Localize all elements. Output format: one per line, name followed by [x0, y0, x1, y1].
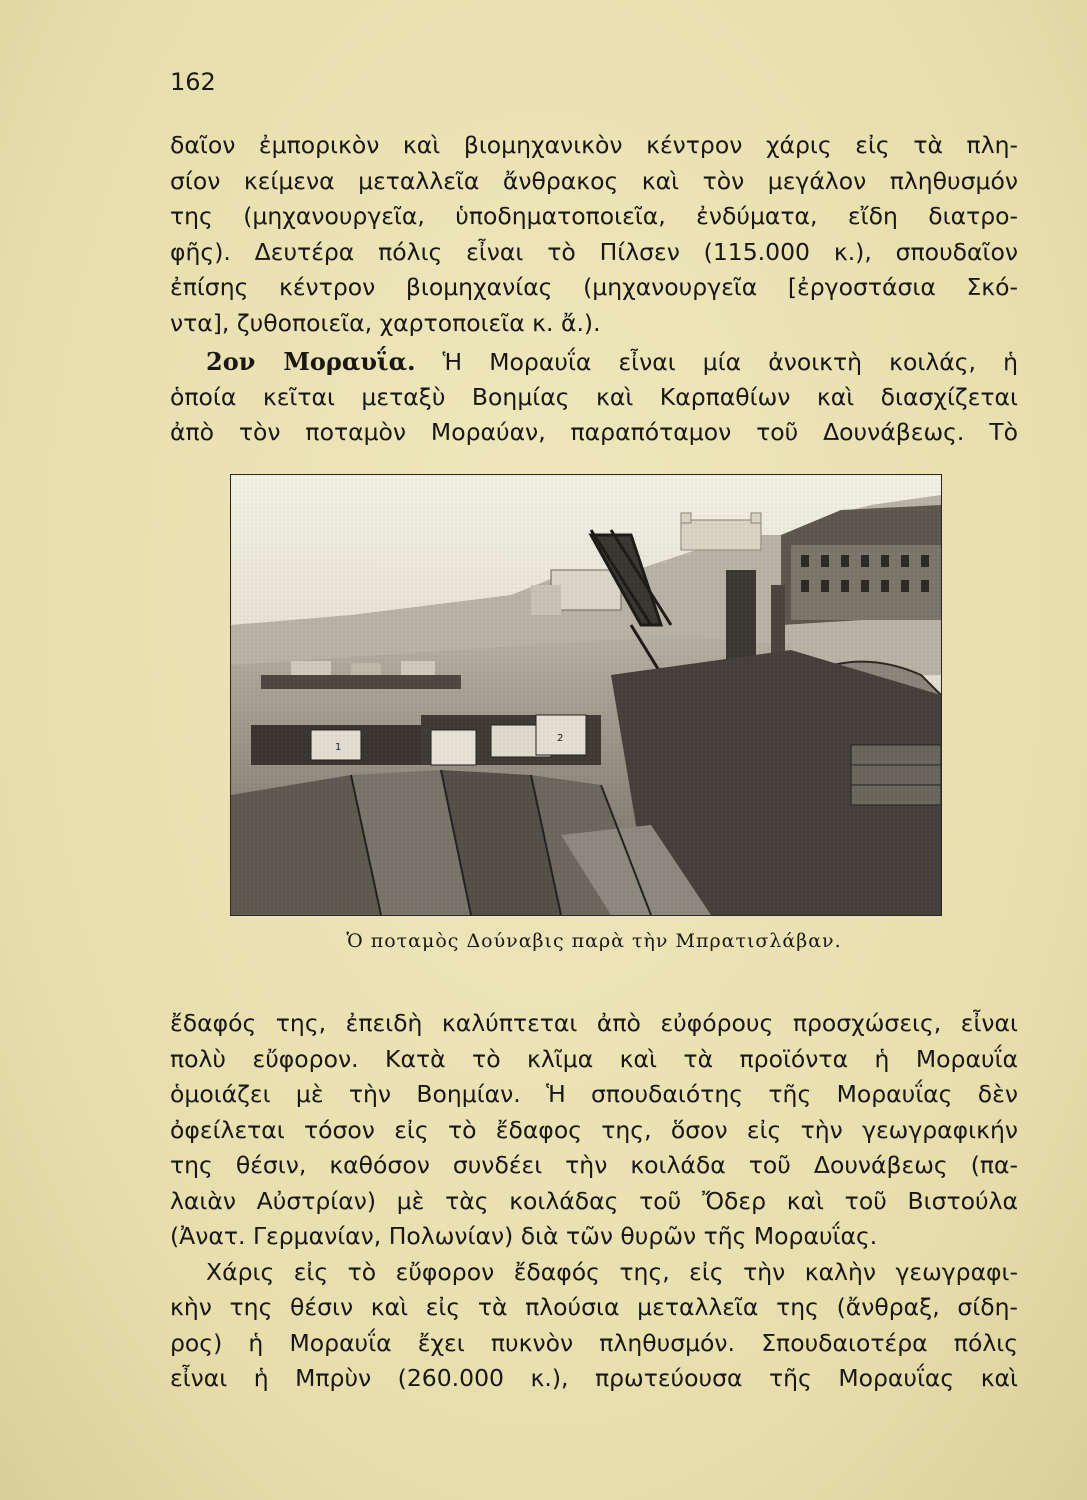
text-line: ὀφείλεται τόσον εἰς τὸ ἔδαφος της, ὅσον εἰς τὴν γεωγραφικήν: [170, 1115, 1018, 1144]
harbor-illustration: [231, 475, 941, 915]
text-line: Χάρις εἰς τὸ εὔφορον ἔδαφός της, εἰς τὴν καλὴν γεωγραφι-: [206, 1257, 1018, 1286]
text-line: ὁποία κεῖται μεταξὺ Βοημίας καὶ Καρπαθίων καὶ διασχίζεται: [170, 382, 1018, 411]
photo-caption: Ὁ ποταμὸς Δούναβις παρὰ τὴν Μπρατισλάβαν.: [346, 930, 842, 952]
text-line: της (μηχανουργεῖα, ὑποδηματοποιεῖα, ἐνδύματα, εἴδη διατρο-: [170, 202, 1018, 230]
text-line: δαῖον ἐμπορικὸν καὶ βιομηχανικὸν κέντρον χάρις εἰς τὰ πλη-: [170, 131, 1018, 159]
paragraph-soil: [170, 1006, 1018, 1397]
text-line: (Ἀνατ. Γερμανίαν, Πολωνίαν) διὰ τῶν θυρῶν τῆς Μοραυΐας.: [170, 1222, 878, 1250]
text-line: ρος) ἡ Μοραυΐα ἔχει πυκνὸν πληθυσμόν. Σπουδαιοτέρα πόλις: [170, 1328, 1018, 1357]
page-number: 162: [170, 68, 216, 96]
text-line: ντα], ζυθοποιεῖα, χαρτοποιεῖα κ. ἄ.).: [170, 308, 601, 337]
paragraph-pilsen: [170, 128, 1018, 341]
text-line: ἐπίσης κέντρον βιομηχανίας (μηχανουργεῖα [ἐργοστάσια Σκό-: [170, 273, 1018, 301]
text-line: ἔδαφός της, ἐπειδὴ καλύπτεται ἀπὸ εὐφόρους προσχώσεις, εἶναι: [170, 1009, 1018, 1037]
text-line: φῆς). Δευτέρα πόλις εἶναι τὸ Πίλσεν (115.000 κ.), σπουδαῖον: [170, 237, 1018, 266]
text-line: ὁμοιάζει μὲ τὴν Βοημίαν. Ἡ σπουδαιότης τῆς Μοραυΐας δὲν: [170, 1080, 1018, 1108]
photo-grain: [231, 475, 941, 915]
section-heading-line: [170, 344, 1018, 380]
text-line: της θέσιν, καθόσον συνδέει τὴν κοιλάδα τοῦ Δουνάβεως (πα-: [170, 1151, 1018, 1179]
text-line: εἶναι ἡ Μπρὺν (260.000 κ.), πρωτεύουσα τῆς Μοραυΐας καὶ: [170, 1364, 1018, 1392]
text-line: ἀπὸ τὸν ποταμὸν Μοραύαν, παραπόταμον τοῦ Δουνάβεως. Τὸ: [170, 418, 1018, 446]
text-segment: Ἡ Μοραυΐα εἶναι μία ἀνοικτὴ κοιλάς, ἡ: [442, 348, 1018, 376]
section-heading: 2ον Μοραυΐα.: [206, 347, 416, 376]
paragraph-moravia-intro: [170, 344, 1018, 451]
text-line: σίον κείμενα μεταλλεῖα ἄνθρακος καὶ τὸν μεγάλον πληθυσμόν: [170, 166, 1018, 195]
text-line: λαιὰν Αὐστρίαν) μὲ τὰς κοιλάδας τοῦ Ὄδερ καὶ τοῦ Βιστούλα: [170, 1186, 1018, 1215]
danube-photo: [230, 474, 942, 916]
text-line: κὴν της θέσιν καὶ εἰς τὰ πλούσια μεταλλεῖα της (ἄνθραξ, σίδη-: [170, 1293, 1018, 1321]
text-line: πολὺ εὔφορον. Κατὰ τὸ κλῖμα καὶ τὰ προϊόντα ἡ Μοραυΐα: [170, 1044, 1018, 1073]
